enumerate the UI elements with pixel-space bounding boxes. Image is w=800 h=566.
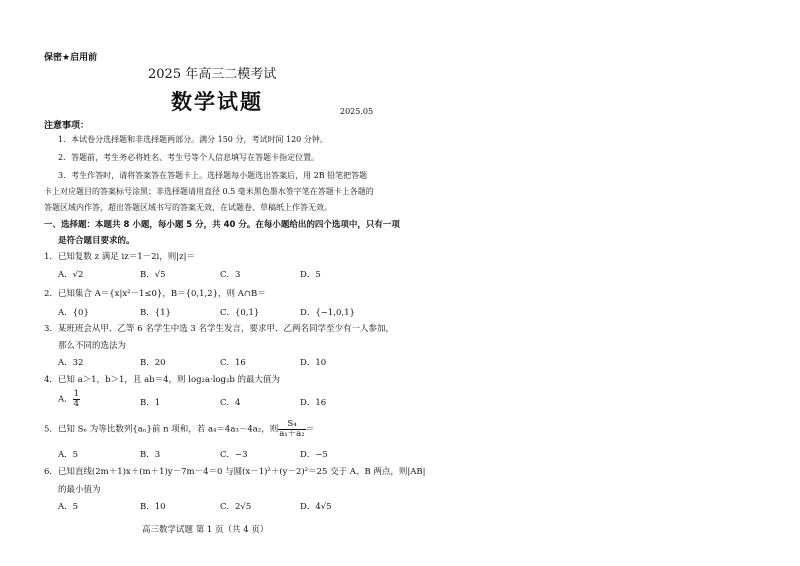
q4-option-b: B．1 <box>140 398 161 408</box>
notice-line-4: 卡上对应题目的答案标号涂黑；非选择题请用直径 0.5 毫米黑色墨水签字笔在答题卡上各题的 <box>44 187 374 196</box>
q2-option-b: B．{1} <box>140 308 171 318</box>
q5-frac-numerator: S₄ <box>278 420 305 430</box>
q1-option-c: C．3 <box>220 270 241 280</box>
q3-option-c: C．16 <box>220 358 246 368</box>
q4-option-a-letter: A． <box>58 394 73 405</box>
q1-option-a: A．√2 <box>58 270 84 280</box>
question-5-stem <box>44 420 314 438</box>
q5-option-a: A．5 <box>58 450 79 460</box>
q4-option-a <box>58 390 80 408</box>
q4-frac-numerator: 1 <box>73 389 80 399</box>
exam-date: 2025.05 <box>340 107 374 116</box>
q2-option-a: A．{0} <box>58 308 89 318</box>
q5-stem-a: 5．已知 Sₙ 为等比数列{aₙ}前 n 项和，若 a₄＝4a₃－4a₂，则 <box>44 424 279 435</box>
q6-option-a: A．5 <box>58 502 79 512</box>
q4-option-c: C．4 <box>220 398 241 408</box>
notice-line-3: 3．考生作答时，请将答案答在答题卡上。选择题每小题选出答案后，用 2B 铅笔把答题 <box>58 171 368 180</box>
question-3-stem: 3．某班班会从甲、乙等 6 名学生中选 3 名学生发言，要求甲、乙两名同学至少有一人参加， <box>44 324 395 334</box>
section-heading-line-2: 是符合题目要求的。 <box>58 236 135 246</box>
notice-line-5: 答题区域内作答，超出答题区域书写的答案无效，在试题卷、草稿纸上作答无效。 <box>44 203 332 212</box>
q5-option-b: B．3 <box>140 450 161 460</box>
q2-option-d: D．{−1,0,1} <box>300 308 355 318</box>
notice-line-1: 1．本试卷分选择题和非选择题两部分。满分 150 分，考试时间 120 分钟。 <box>58 135 328 144</box>
question-6-stem-cont: 的最小值为 <box>58 485 101 495</box>
q5-frac-denominator: a₁＋a₂ <box>279 428 305 439</box>
question-1-stem: 1．已知复数 z 满足 iz＝1－2i，则|z|＝ <box>44 252 195 262</box>
q6-option-d: D．4√5 <box>300 502 332 512</box>
q3-option-b: B．20 <box>140 358 166 368</box>
question-6-stem: 6．已知直线(2m＋1)x＋(m＋1)y－7m－4＝0 与圆(x－1)²＋(y－2)²＝25 交于 A、B 两点，则|AB| <box>44 467 426 477</box>
page-footer: 高三数学试题 第 1 页（共 4 页） <box>142 525 269 535</box>
q3-option-a: A．32 <box>58 358 84 368</box>
q6-option-b: B．10 <box>140 502 166 512</box>
q4-option-d: D．16 <box>300 398 327 408</box>
question-3-stem-cont: 那么不同的选法为 <box>58 341 127 351</box>
q4-frac-denominator: 4 <box>73 398 80 409</box>
q6-option-c: C．2√5 <box>220 502 252 512</box>
confidential-label: 保密★启用前 <box>44 53 98 63</box>
section-heading-line-1: 一、选择题：本题共 8 小题，每小题 5 分，共 40 分。在每小题给出的四个选项中，只有一项 <box>44 220 400 230</box>
q2-option-c: C．{0,1} <box>220 308 260 318</box>
q1-option-d: D．5 <box>300 270 321 280</box>
notice-line-2: 2．答题前，考生务必将姓名、考生号等个人信息填写在答题卡指定位置。 <box>58 153 320 162</box>
q1-option-b: B．√5 <box>140 270 166 280</box>
q5-option-c: C．−3 <box>220 450 248 460</box>
question-4-stem: 4．已知 a＞1，b＞1，且 ab＝4，则 log₂a·log₂b 的最大值为 <box>44 375 281 385</box>
subject-title: 数学试题 <box>171 89 263 114</box>
exam-title: 2025 年高三二模考试 <box>148 67 277 82</box>
q5-stem-b: ＝ <box>305 424 315 435</box>
notice-heading: 注意事项： <box>44 121 90 131</box>
question-2-stem: 2．已知集合 A＝{x|x²－1≤0}，B＝{0,1,2}，则 A∩B＝ <box>44 289 266 299</box>
q3-option-d: D．10 <box>300 358 327 368</box>
q4-option-a-fraction <box>73 390 80 408</box>
q5-option-d: D．−5 <box>300 450 328 460</box>
q5-fraction <box>278 420 305 438</box>
